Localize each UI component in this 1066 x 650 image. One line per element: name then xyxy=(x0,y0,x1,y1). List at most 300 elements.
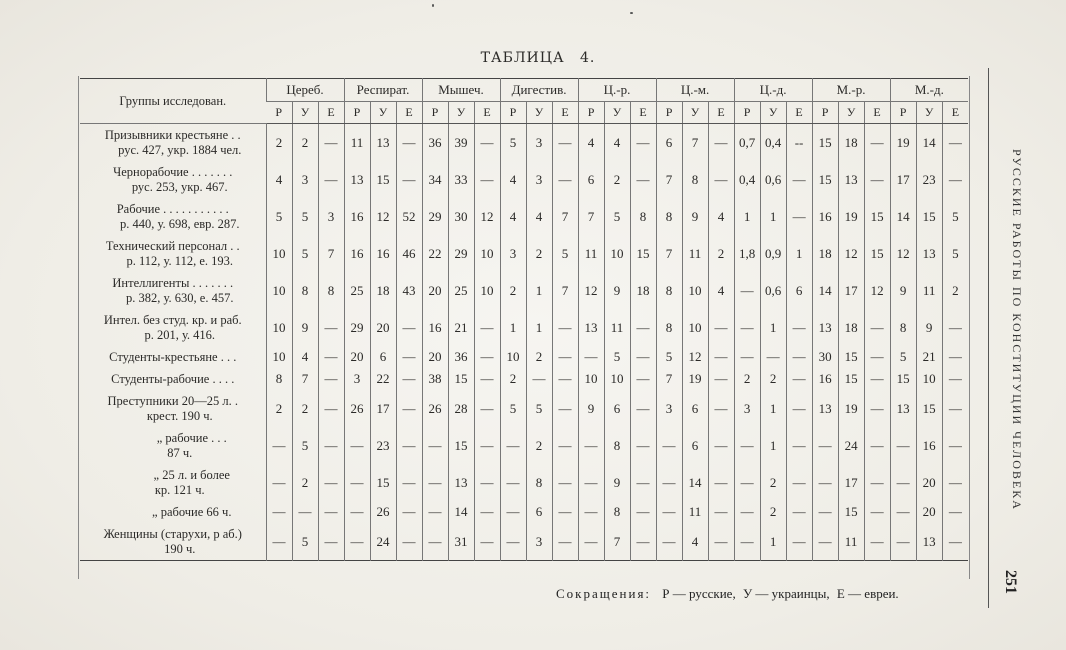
value-cell: — xyxy=(344,501,370,523)
value-cell: 2 xyxy=(760,464,786,501)
table-title-word: ТАБЛИЦА xyxy=(480,50,565,66)
value-cell: — xyxy=(734,427,760,464)
value-cell: 8 xyxy=(656,272,682,309)
value-cell: 7 xyxy=(552,272,578,309)
value-cell: — xyxy=(864,124,890,162)
value-cell: 1 xyxy=(786,235,812,272)
value-cell: 5 xyxy=(604,198,630,235)
value-cell: 14 xyxy=(916,124,942,162)
value-cell: 23 xyxy=(916,161,942,198)
value-cell: 13 xyxy=(370,124,396,162)
footnote-lead: Сокращения: xyxy=(556,586,652,601)
value-cell: 36 xyxy=(422,124,448,162)
value-cell: 28 xyxy=(448,390,474,427)
value-cell: 6 xyxy=(604,390,630,427)
value-cell: 20 xyxy=(916,464,942,501)
value-cell: 24 xyxy=(838,427,864,464)
table-row xyxy=(80,346,968,368)
value-cell: 1 xyxy=(734,198,760,235)
value-cell: — xyxy=(708,368,734,390)
row-label xyxy=(80,427,266,464)
value-cell: 11 xyxy=(682,235,708,272)
row-label-line: „ рабочие . . . xyxy=(156,430,227,445)
subheader-cell: Е xyxy=(474,102,500,124)
value-cell: 7 xyxy=(656,161,682,198)
value-cell: — xyxy=(578,346,604,368)
category-header: Ц.-м. xyxy=(656,79,734,102)
subheader-cell: Е xyxy=(318,102,344,124)
category-header: Цереб. xyxy=(266,79,344,102)
value-cell: — xyxy=(474,309,500,346)
value-cell: 0,6 xyxy=(760,272,786,309)
value-cell: 16 xyxy=(344,235,370,272)
table-row xyxy=(80,309,968,346)
value-cell: 6 xyxy=(656,124,682,162)
value-cell: 19 xyxy=(838,390,864,427)
value-cell: 14 xyxy=(890,198,916,235)
value-cell: 2 xyxy=(266,124,292,162)
value-cell: — xyxy=(942,346,968,368)
paper-speck xyxy=(630,12,633,14)
value-cell: 22 xyxy=(370,368,396,390)
value-cell: 39 xyxy=(448,124,474,162)
value-cell: 10 xyxy=(682,272,708,309)
value-cell: 2 xyxy=(760,501,786,523)
value-cell: 8 xyxy=(656,198,682,235)
value-cell: — xyxy=(786,464,812,501)
footnote-item: Р — русские, xyxy=(662,586,736,601)
value-cell: — xyxy=(890,501,916,523)
value-cell: 11 xyxy=(578,235,604,272)
value-cell: 16 xyxy=(344,198,370,235)
value-cell: 26 xyxy=(370,501,396,523)
row-label-subline: 87 ч. xyxy=(167,445,193,460)
category-header: Респират. xyxy=(344,79,422,102)
value-cell: — xyxy=(864,368,890,390)
value-cell: 20 xyxy=(422,272,448,309)
subheader-cell: У xyxy=(292,102,318,124)
value-cell: 17 xyxy=(838,272,864,309)
value-cell: 16 xyxy=(422,309,448,346)
value-cell: — xyxy=(734,309,760,346)
value-cell: — xyxy=(422,501,448,523)
running-head: РУССКИЕ РАБОТЫ ПО КОНСТИТУЦИИ ЧЕЛОВЕКА xyxy=(1010,149,1024,511)
value-cell: 9 xyxy=(578,390,604,427)
value-cell: 2 xyxy=(292,390,318,427)
row-label-line: „ 25 л. и более xyxy=(153,467,230,482)
value-cell: 2 xyxy=(292,124,318,162)
value-cell: 52 xyxy=(396,198,422,235)
value-cell: — xyxy=(318,427,344,464)
value-cell: — xyxy=(630,346,656,368)
value-cell: — xyxy=(552,309,578,346)
value-cell: 16 xyxy=(812,368,838,390)
value-cell: 15 xyxy=(864,198,890,235)
value-cell: 10 xyxy=(500,346,526,368)
value-cell: 43 xyxy=(396,272,422,309)
value-cell: 0,6 xyxy=(760,161,786,198)
row-label xyxy=(80,161,266,198)
value-cell: 13 xyxy=(890,390,916,427)
value-cell: 21 xyxy=(448,309,474,346)
value-cell: 13 xyxy=(812,309,838,346)
value-cell: 1 xyxy=(760,390,786,427)
subheader-cell: У xyxy=(370,102,396,124)
row-label-line: Студенты-рабочие . . . . xyxy=(111,371,235,386)
value-cell: 10 xyxy=(266,309,292,346)
value-cell: — xyxy=(552,124,578,162)
value-cell: 12 xyxy=(838,235,864,272)
value-cell: — xyxy=(578,523,604,561)
value-cell: — xyxy=(318,390,344,427)
value-cell: 6 xyxy=(578,161,604,198)
value-cell: — xyxy=(578,464,604,501)
row-label xyxy=(80,368,266,390)
row-label xyxy=(80,390,266,427)
value-cell: 16 xyxy=(370,235,396,272)
value-cell: — xyxy=(708,346,734,368)
value-cell: 1 xyxy=(526,309,552,346)
value-cell: 5 xyxy=(656,346,682,368)
value-cell: 7 xyxy=(578,198,604,235)
row-label-line: Интел. без студ. кр. и раб. xyxy=(103,312,242,327)
value-cell: — xyxy=(734,346,760,368)
table-row xyxy=(80,368,968,390)
value-cell: — xyxy=(552,368,578,390)
value-cell: 5 xyxy=(500,390,526,427)
value-cell: — xyxy=(422,464,448,501)
value-cell: 2 xyxy=(942,272,968,309)
category-header: Дигестив. xyxy=(500,79,578,102)
value-cell: — xyxy=(474,368,500,390)
value-cell: — xyxy=(630,523,656,561)
subheader-cell: Р xyxy=(734,102,760,124)
value-cell: — xyxy=(812,501,838,523)
subheader-cell: Е xyxy=(552,102,578,124)
value-cell: 18 xyxy=(370,272,396,309)
value-cell: — xyxy=(500,427,526,464)
value-cell: — xyxy=(786,368,812,390)
value-cell: 6 xyxy=(682,427,708,464)
row-label-subline: кр. 121 ч. xyxy=(154,482,205,497)
value-cell: — xyxy=(266,427,292,464)
value-cell: 8 xyxy=(526,464,552,501)
value-cell: — xyxy=(396,523,422,561)
value-cell: 8 xyxy=(682,161,708,198)
value-cell: — xyxy=(708,464,734,501)
value-cell: — xyxy=(864,309,890,346)
value-cell: 4 xyxy=(266,161,292,198)
value-cell: 3 xyxy=(318,198,344,235)
value-cell: 11 xyxy=(682,501,708,523)
value-cell: 26 xyxy=(422,390,448,427)
value-cell: — xyxy=(864,523,890,561)
subheader-cell: У xyxy=(838,102,864,124)
value-cell: 0,7 xyxy=(734,124,760,162)
value-cell: — xyxy=(708,523,734,561)
value-cell: 13 xyxy=(578,309,604,346)
value-cell: — xyxy=(266,464,292,501)
category-header: М.-р. xyxy=(812,79,890,102)
value-cell: 18 xyxy=(812,235,838,272)
value-cell: 4 xyxy=(708,272,734,309)
value-cell: 5 xyxy=(942,235,968,272)
row-label-subline: рус. 427, укр. 1884 чел. xyxy=(118,142,242,157)
table-row xyxy=(80,161,968,198)
value-cell: — xyxy=(318,501,344,523)
value-cell: 3 xyxy=(526,523,552,561)
value-cell: — xyxy=(578,427,604,464)
value-cell: 8 xyxy=(266,368,292,390)
value-cell: — xyxy=(760,346,786,368)
value-cell: — xyxy=(786,501,812,523)
value-cell: — xyxy=(864,161,890,198)
row-label xyxy=(80,235,266,272)
subheader-cell: У xyxy=(448,102,474,124)
value-cell: — xyxy=(656,464,682,501)
value-cell: 5 xyxy=(500,124,526,162)
value-cell: — xyxy=(422,523,448,561)
value-cell: 30 xyxy=(448,198,474,235)
value-cell: 4 xyxy=(500,198,526,235)
value-cell: 14 xyxy=(812,272,838,309)
value-cell: 11 xyxy=(344,124,370,162)
value-cell: 20 xyxy=(916,501,942,523)
value-cell: — xyxy=(786,523,812,561)
value-cell: 5 xyxy=(890,346,916,368)
row-label xyxy=(80,309,266,346)
value-cell: 36 xyxy=(448,346,474,368)
value-cell: 15 xyxy=(448,368,474,390)
value-cell: — xyxy=(552,161,578,198)
subheader-cell: Е xyxy=(708,102,734,124)
value-cell: 5 xyxy=(942,198,968,235)
value-cell: 8 xyxy=(630,198,656,235)
category-header: Ц.-р. xyxy=(578,79,656,102)
value-cell: 2 xyxy=(500,368,526,390)
value-cell: 2 xyxy=(734,368,760,390)
value-cell: — xyxy=(630,161,656,198)
value-cell: 0,9 xyxy=(760,235,786,272)
value-cell: 9 xyxy=(604,464,630,501)
table-row xyxy=(80,272,968,309)
value-cell: 0,4 xyxy=(760,124,786,162)
value-cell: — xyxy=(630,124,656,162)
value-cell: 9 xyxy=(916,309,942,346)
value-cell: — xyxy=(656,523,682,561)
value-cell: — xyxy=(942,309,968,346)
value-cell: — xyxy=(318,346,344,368)
subheader-cell: Р xyxy=(578,102,604,124)
value-cell: 8 xyxy=(604,427,630,464)
value-cell: 20 xyxy=(422,346,448,368)
value-cell: 29 xyxy=(422,198,448,235)
row-label xyxy=(80,124,266,162)
value-cell: 15 xyxy=(370,161,396,198)
row-label xyxy=(80,272,266,309)
value-cell: 9 xyxy=(890,272,916,309)
category-header-row xyxy=(80,79,968,102)
value-cell: 13 xyxy=(812,390,838,427)
subheader-cell: Р xyxy=(812,102,838,124)
value-cell: — xyxy=(786,309,812,346)
row-label-subline: крест. 190 ч. xyxy=(146,408,213,423)
value-cell: — xyxy=(864,464,890,501)
value-cell: 3 xyxy=(734,390,760,427)
value-cell: 10 xyxy=(604,235,630,272)
value-cell: 5 xyxy=(292,198,318,235)
value-cell: — xyxy=(656,501,682,523)
value-cell: 30 xyxy=(812,346,838,368)
value-cell: 15 xyxy=(838,368,864,390)
value-cell: — xyxy=(786,198,812,235)
value-cell: 38 xyxy=(422,368,448,390)
value-cell: 15 xyxy=(890,368,916,390)
row-label xyxy=(80,523,266,561)
value-cell: — xyxy=(786,161,812,198)
value-cell: 8 xyxy=(292,272,318,309)
row-label-line: „ рабочие 66 ч. xyxy=(152,504,232,519)
table-row xyxy=(80,464,968,501)
row-label-line: Студенты-крестьяне . . . xyxy=(109,349,237,364)
value-cell: 2 xyxy=(760,368,786,390)
value-cell: 10 xyxy=(604,368,630,390)
value-cell: — xyxy=(734,523,760,561)
row-label-line: Женщины (старухи, р аб.) xyxy=(103,526,242,541)
value-cell: — xyxy=(786,346,812,368)
value-cell: — xyxy=(942,161,968,198)
value-cell: 7 xyxy=(656,368,682,390)
value-cell: 13 xyxy=(916,523,942,561)
row-label xyxy=(80,346,266,368)
value-cell: 2 xyxy=(708,235,734,272)
value-cell: — xyxy=(552,427,578,464)
value-cell: 11 xyxy=(916,272,942,309)
value-cell: — xyxy=(630,464,656,501)
subheader-cell: У xyxy=(526,102,552,124)
value-cell: 1 xyxy=(526,272,552,309)
row-label-line: Рабочие . . . . . . . . . . . xyxy=(116,201,229,216)
table-row xyxy=(80,235,968,272)
subheader-cell: Р xyxy=(656,102,682,124)
value-cell: 5 xyxy=(292,235,318,272)
table-body xyxy=(80,124,968,561)
table-row xyxy=(80,501,968,523)
subheader-cell: У xyxy=(916,102,942,124)
value-cell: 5 xyxy=(292,523,318,561)
value-cell: 12 xyxy=(370,198,396,235)
value-cell: 2 xyxy=(526,235,552,272)
value-cell: 8 xyxy=(604,501,630,523)
value-cell: 2 xyxy=(526,346,552,368)
value-cell: — xyxy=(318,368,344,390)
value-cell: 25 xyxy=(448,272,474,309)
row-label-line: Призывники крестьяне . . xyxy=(104,127,241,142)
value-cell: 10 xyxy=(266,235,292,272)
row-label xyxy=(80,501,266,523)
value-cell: 6 xyxy=(682,390,708,427)
value-cell: 13 xyxy=(448,464,474,501)
value-cell: 0,4 xyxy=(734,161,760,198)
value-cell: 5 xyxy=(604,346,630,368)
value-cell: — xyxy=(864,390,890,427)
value-cell: — xyxy=(552,390,578,427)
value-cell: 8 xyxy=(318,272,344,309)
value-cell: — xyxy=(890,464,916,501)
value-cell: — xyxy=(708,124,734,162)
value-cell: 17 xyxy=(838,464,864,501)
value-cell: 19 xyxy=(890,124,916,162)
row-label-subline: р. 382, у. 630, е. 457. xyxy=(126,290,234,305)
value-cell: — xyxy=(812,464,838,501)
value-cell: 5 xyxy=(526,390,552,427)
value-cell: 9 xyxy=(292,309,318,346)
value-cell: — xyxy=(500,523,526,561)
value-cell: — xyxy=(318,523,344,561)
value-cell: — xyxy=(266,523,292,561)
value-cell: 18 xyxy=(838,124,864,162)
value-cell: 3 xyxy=(526,124,552,162)
value-cell: 6 xyxy=(526,501,552,523)
subheader-cell: Е xyxy=(630,102,656,124)
value-cell: 12 xyxy=(890,235,916,272)
value-cell: 3 xyxy=(292,161,318,198)
value-cell: — xyxy=(942,124,968,162)
value-cell: 18 xyxy=(630,272,656,309)
value-cell: 12 xyxy=(474,198,500,235)
value-cell: — xyxy=(318,309,344,346)
value-cell: 31 xyxy=(448,523,474,561)
value-cell: 15 xyxy=(812,161,838,198)
value-cell: — xyxy=(396,124,422,162)
subheader-cell: У xyxy=(760,102,786,124)
row-label xyxy=(80,198,266,235)
page-number: 251 xyxy=(1002,570,1019,594)
row-label-subline: р. 201, у. 416. xyxy=(144,327,216,342)
value-cell: 1 xyxy=(760,427,786,464)
value-cell: 5 xyxy=(292,427,318,464)
value-cell: — xyxy=(734,464,760,501)
value-cell: 13 xyxy=(838,161,864,198)
row-label-subline: 190 ч. xyxy=(164,541,196,556)
subheader-cell: Е xyxy=(396,102,422,124)
value-cell: — xyxy=(344,464,370,501)
value-cell: — xyxy=(292,501,318,523)
value-cell: — xyxy=(500,501,526,523)
value-cell: 18 xyxy=(838,309,864,346)
table-row xyxy=(80,427,968,464)
value-cell: — xyxy=(890,427,916,464)
value-cell: — xyxy=(344,523,370,561)
value-cell: — xyxy=(890,523,916,561)
value-cell: — xyxy=(708,390,734,427)
category-header: Мышеч. xyxy=(422,79,500,102)
row-label xyxy=(80,464,266,501)
value-cell: 7 xyxy=(292,368,318,390)
value-cell: 16 xyxy=(916,427,942,464)
value-cell: 10 xyxy=(474,272,500,309)
value-cell: — xyxy=(500,464,526,501)
value-cell: 7 xyxy=(552,198,578,235)
row-label-subline: рус. 253, укр. 467. xyxy=(131,179,228,194)
margin-rule xyxy=(988,68,989,608)
value-cell: 17 xyxy=(370,390,396,427)
value-cell: 16 xyxy=(812,198,838,235)
value-cell: — xyxy=(708,309,734,346)
table-title xyxy=(0,50,1066,66)
value-cell: — xyxy=(526,368,552,390)
table-title-number: 4. xyxy=(580,50,596,66)
